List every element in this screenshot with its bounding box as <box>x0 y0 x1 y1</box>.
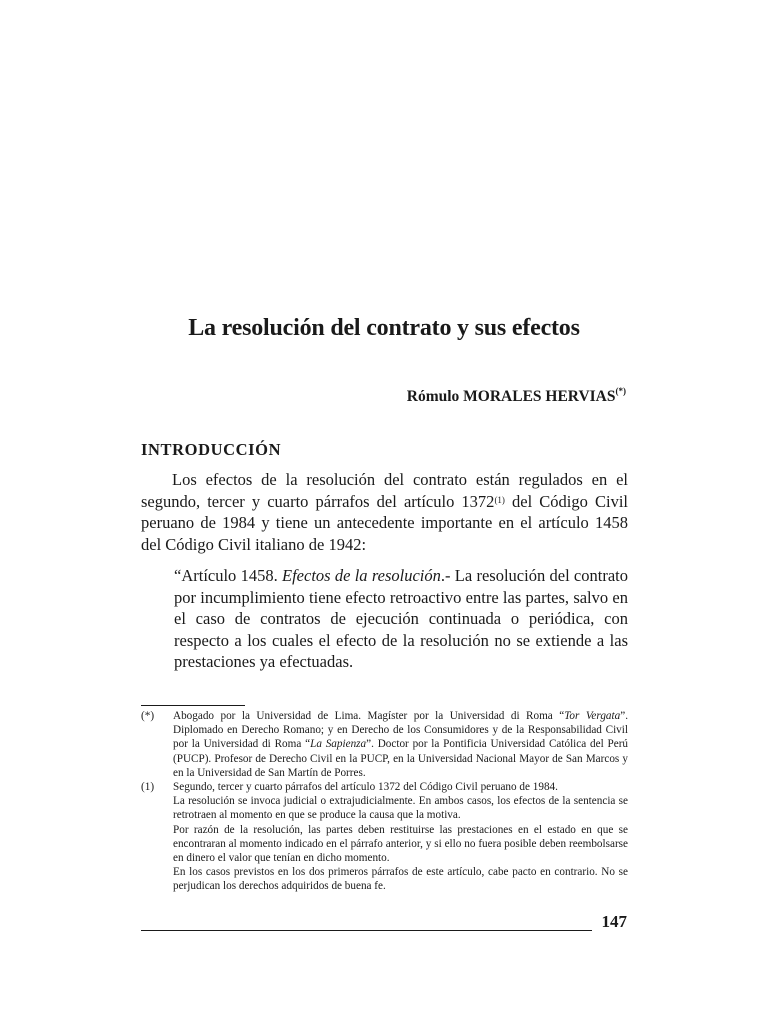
section-heading: INTRODUCCIÓN <box>141 440 282 459</box>
block-quote <box>174 565 628 673</box>
footnote-line: En los casos previstos en los dos primeros párrafos de este artículo, cabe pacto en contrario. No se perjudican los derechos adquiridos de buena fe. <box>173 866 628 893</box>
body-text-2: del Código Civil peruano de 1984 y tiene un antecedente importante en el artículo 1458 del Código Civil italiano de 1942: <box>141 491 628 554</box>
quote-italic-heading: Efectos de la resolución <box>282 566 441 585</box>
footnote-italic: La Sapienza <box>310 738 367 751</box>
footnote-ref-1[interactable]: (1) <box>494 494 505 505</box>
footnote-fragment: Abogado por la Universidad de Lima. Magíster por la Universidad di Roma “ <box>173 710 565 722</box>
body-paragraph <box>141 469 628 555</box>
footnote-separator <box>141 705 245 706</box>
page-footer-rule <box>141 930 592 931</box>
footnote-mark: (1) <box>141 781 155 794</box>
footnote-mark: (*) <box>141 710 155 722</box>
footnotes <box>141 709 628 894</box>
footnote-line: Por razón de la resolución, las partes deben restituirse las prestaciones en el estado en que se encontraran al momento indicado en el párrafo anterior, y si ello no fuera posible deben reembolsarse en dinero el valor que tenían en dicho momento. <box>173 823 628 865</box>
article-title: La resolución del contrato y sus efectos <box>188 315 580 341</box>
quote-text: .- La resolución del contrato por incumplimiento tiene efecto retroactivo entre las partes, salvo en el caso de contratos de ejecución continuada o periódica, con respecto a los cuales el efecto de la resolución no se extiende a las prestaciones ya efectuadas. <box>174 566 628 671</box>
author-footnote-mark[interactable]: (*) <box>615 386 626 396</box>
footnote-fragment: ”. Doctor por la Pontificia Universidad Católica del Perú (PUCP). Profesor de Derecho Civil en la PUCP, en la Universidad Nacional Mayor de San Marcos y en la Universidad de San Martín de Porres. <box>173 738 629 779</box>
page-number: 147 <box>601 912 627 931</box>
author-name: Rómulo MORALES HERVIAS <box>406 388 616 405</box>
footnote-fragment: ”. Diplomado en Derecho Romano; y en Derecho de los Consumidores y de la Responsabilidad Civil por la Universidad di Roma “ <box>173 710 628 751</box>
quote-lead: “Artículo 1458. <box>174 566 283 585</box>
footnote-text <box>173 780 628 894</box>
footnote-line: Segundo, tercer y cuarto párrafos del artículo 1372 del Código Civil peruano de 1984. <box>173 781 558 794</box>
footnote-author <box>141 709 628 780</box>
footnote-1 <box>141 780 628 894</box>
footnote-text <box>173 709 628 780</box>
footnote-italic: Tor Vergata <box>564 710 621 722</box>
author-line <box>407 388 626 406</box>
footnote-line: La resolución se invoca judicial o extrajudicialmente. En ambos casos, los efectos de la sentencia se retrotraen al momento en que se produce la causa que la motiva. <box>173 795 628 822</box>
body-text-1: Los efectos de la resolución del contrato están regulados en el segundo, tercer y cuarto párrafos del artículo 1372 <box>141 470 628 511</box>
